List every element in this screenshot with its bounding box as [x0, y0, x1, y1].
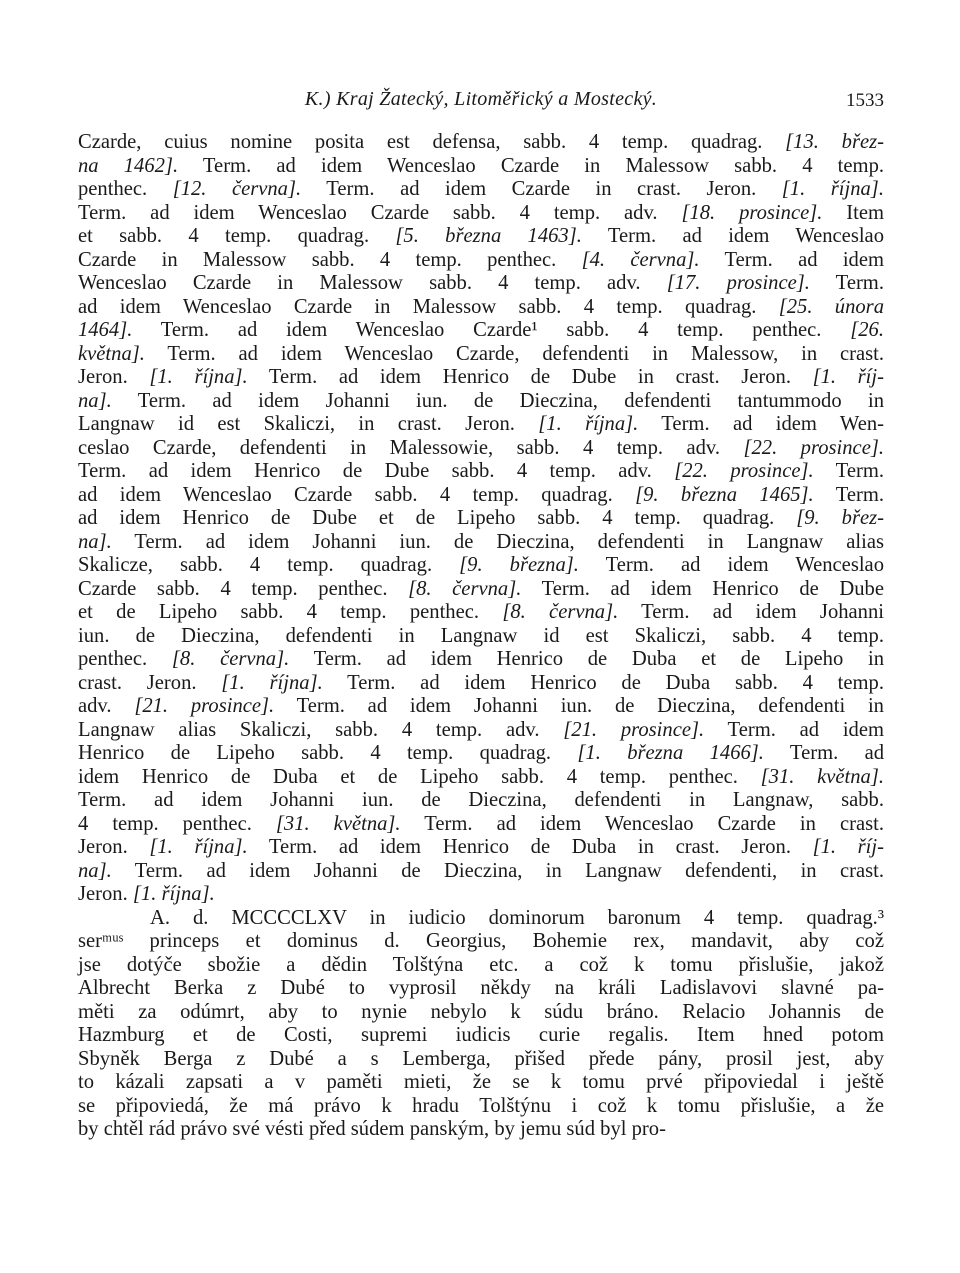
italic-date-note: [9. března 1465]. [635, 483, 814, 506]
text-run: Term. ad idem Johanni de Dieczina, in Langnaw defendenti, in crast. [111, 859, 884, 882]
text-line [78, 601, 884, 625]
text-run: Henrico de Lipeho sabb. 4 temp. quadrag. [78, 742, 578, 764]
text-run: Term. ad idem Johanni iun. de Dieczina, defendenti in Langnaw, sabb. [78, 789, 884, 811]
text-run: Term. ad idem Henrico de Dube sabb. 4 temp. adv. [78, 460, 675, 482]
italic-date-note: na]. [78, 530, 112, 553]
paragraph-terms [78, 131, 884, 907]
text-run: Term. ad idem Johanni iun. de Dieczina, defendenti in Langnaw alias [111, 530, 884, 553]
italic-date-note: [1. říj- [812, 836, 884, 858]
italic-date-note: [4. června]. [581, 248, 700, 271]
italic-date-note: na 1462]. [78, 154, 179, 177]
text-run: Jeron. [78, 883, 133, 905]
text-run: to kázali zapsati a v paměti mieti, že se k tomu prvé připoviedal i ještě [78, 1071, 884, 1093]
text-run: ad idem Wenceslao Czarde in Malessow sabb. 4 temp. quadrag. [78, 295, 779, 318]
text-line [78, 460, 884, 484]
text-run: Hazmburg et de Costi, supremi iudicis curie regalis. Item hned potom [78, 1024, 884, 1046]
text-run: Term. ad idem Wenceslao Czarde sabb. 4 temp. adv. [78, 201, 682, 224]
text-line [78, 131, 884, 155]
text-line [78, 954, 884, 978]
italic-date-note: [1. října]. [221, 671, 323, 694]
italic-date-note: [1. října]. [149, 836, 248, 858]
text-line [78, 1048, 884, 1072]
italic-date-note: [1. říj- [812, 366, 884, 388]
page-number: 1533 [846, 90, 884, 111]
text-line [78, 695, 884, 719]
italic-date-note: [8. června]. [502, 601, 619, 623]
text-run: Term. ad idem Johanni iun. de Dieczina, defendenti in [274, 695, 884, 717]
text-run: Term. ad idem Wenceslao [578, 554, 884, 576]
text-run: idem Henrico de Duba et de Lipeho sabb. 4 temp. penthec. [78, 765, 761, 788]
text-run: Langnaw alias Skaliczi, sabb. 4 temp. adv. [78, 718, 564, 741]
italic-date-note: [5. března 1463]. [395, 225, 582, 247]
text-run: Czarde sabb. 4 temp. penthec. [78, 577, 409, 600]
text-run: iun. de Dieczina, defendenti in Langnaw id est Skaliczi, sabb. 4 temp. [78, 624, 884, 647]
italic-date-note: [9. břez- [796, 507, 884, 529]
text-run: jse dotýče sbožie a dědin Tolštýna etc. a což k tomu přislušie, jakož [78, 953, 884, 976]
text-line [78, 178, 884, 202]
text-line [78, 883, 884, 907]
text-line [78, 413, 884, 437]
italic-date-note: [1. října]. [538, 413, 639, 435]
text-line [78, 1024, 884, 1048]
text-line [78, 766, 884, 790]
text-run: Term. ad idem Johanni [618, 601, 884, 623]
text-line [78, 977, 884, 1001]
italic-date-note: [21. prosince]. [563, 718, 705, 741]
text-line [78, 1071, 884, 1095]
text-run: Term. ad idem Henrico de Duba sabb. 4 temp. [322, 671, 884, 694]
text-line [78, 272, 884, 296]
paragraph-decree [78, 907, 884, 1142]
italic-date-note: [13. břez- [785, 131, 884, 153]
text-run: Albrecht Berka z Dubé to vyprosil někdy na králi Ladislavovi slavné pa- [78, 977, 884, 999]
text-run: Term. ad idem Henrico de Dube [521, 577, 884, 600]
italic-date-note: [31. května]. [275, 812, 401, 835]
text-line [78, 366, 884, 390]
italic-date-note: [18. prosince]. [681, 201, 823, 224]
text-run: Term. ad idem Wenceslao [581, 225, 884, 247]
text-run: Item [822, 201, 884, 224]
italic-date-note: [8. června]. [408, 577, 522, 600]
text-line [78, 672, 884, 696]
text-line [78, 1118, 884, 1142]
text-line [78, 507, 884, 531]
text-run: Term. ad idem Johanni iun. de Dieczina, defendenti tantummodo in [111, 389, 884, 412]
text-run: Term. [813, 460, 884, 482]
italic-date-note: května]. [78, 342, 145, 365]
text-run: se připoviedá, že má právo k hradu Tolštýnu i což k tomu přislušie, a že [78, 1094, 884, 1117]
text-run: Wenceslao Czarde in Malessow sabb. 4 temp. adv. [78, 272, 667, 294]
italic-date-note: na]. [78, 389, 112, 412]
text-line [78, 625, 884, 649]
italic-date-note: 1464]. [78, 319, 133, 341]
text-line [78, 578, 884, 602]
italic-date-note: [1. října]. [132, 883, 215, 905]
italic-date-note: [12. června]. [172, 178, 302, 200]
text-run: Term. [809, 272, 884, 294]
text-line [78, 789, 884, 813]
text-line [78, 437, 884, 461]
text-run: crast. Jeron. [78, 671, 222, 694]
text-run: měti za odúmrt, aby to nynie nebylo k súdu bráno. Relacio Johannis de [78, 1000, 884, 1023]
text-line [78, 648, 884, 672]
text-line [78, 343, 884, 367]
text-line [78, 155, 884, 179]
text-line [78, 719, 884, 743]
text-run: Term. ad [763, 742, 885, 764]
text-run: Term. ad idem Czarde in crast. Jeron. [301, 178, 782, 200]
text-line [78, 296, 884, 320]
text-line [78, 907, 884, 931]
text-line [78, 249, 884, 273]
text-line [78, 930, 884, 954]
text-run: Term. ad idem [699, 248, 884, 271]
text-line [78, 836, 884, 860]
running-head [78, 88, 884, 118]
italic-date-note: [1. října]. [149, 366, 248, 388]
text-line [78, 1001, 884, 1025]
text-run: Term. ad idem [704, 718, 885, 741]
text-run: adv. [78, 695, 135, 717]
text-run: ad idem Henrico de Dube et de Lipeho sabb. 4 temp. quadrag. [78, 507, 797, 529]
text-line [78, 1095, 884, 1119]
body-text [78, 131, 884, 1142]
text-run: Term. ad idem Henrico de Duba in crast. Jeron. [247, 836, 813, 858]
text-line [78, 554, 884, 578]
text-line [78, 742, 884, 766]
italic-date-note: [21. prosince]. [134, 695, 275, 717]
text-run: Term. ad idem Wenceslao Czarde in crast. [400, 812, 884, 835]
text-run: Jeron. [78, 836, 150, 858]
text-run: Term. ad idem Henrico de Dube in crast. Jeron. [247, 366, 813, 388]
text-run: Czarde, cuius nomine posita est defensa, sabb. 4 temp. quadrag. [78, 131, 786, 153]
text-line [78, 813, 884, 837]
text-line [78, 860, 884, 884]
text-line [78, 484, 884, 508]
text-run: penthec. [78, 648, 172, 670]
text-line [78, 390, 884, 414]
italic-date-note: [22. prosince]. [743, 436, 884, 459]
text-run: 4 temp. penthec. [78, 812, 276, 835]
text-run: A. d. MCCCCLXV in iudicio dominorum baronum 4 temp. quadrag.³ [150, 906, 884, 929]
text-line [78, 319, 884, 343]
text-run: Jeron. [78, 366, 150, 388]
italic-date-note: [8. června]. [171, 648, 290, 670]
italic-date-note: [25. února [778, 295, 884, 318]
italic-date-note: [31. května]. [760, 765, 885, 788]
text-line [78, 225, 884, 249]
italic-date-note: [1. října]. [781, 178, 884, 200]
text-run: Term. ad idem Wenceslao Czarde, defendenti in Malessow, in crast. [144, 342, 884, 365]
text-run: et de Lipeho sabb. 4 temp. penthec. [78, 601, 503, 623]
text-run: Czarde in Malessow sabb. 4 temp. penthec. [78, 248, 582, 271]
text-line [78, 531, 884, 555]
text-run: Term. ad idem Wenceslao Czarde in Malessow sabb. 4 temp. [178, 154, 885, 177]
italic-date-note: [22. prosince]. [674, 460, 814, 482]
text-run: Term. ad idem Wen- [638, 413, 884, 435]
text-run: Sbyněk Berga z Dubé a s Lemberga, přišed přede pány, prosil jest, aby [78, 1047, 884, 1070]
italic-date-note: [26. [850, 319, 884, 341]
text-run: serᵐᵘˢ princeps et dominus d. Georgius, Bohemie rex, mandavit, aby což [78, 930, 884, 952]
italic-date-note: [17. prosince]. [666, 272, 810, 294]
text-run: Skalicze, sabb. 4 temp. quadrag. [78, 554, 460, 576]
italic-date-note: na]. [78, 859, 112, 882]
text-run: et sabb. 4 temp. quadrag. [78, 225, 396, 247]
text-run: Term. ad idem Wenceslao Czarde¹ sabb. 4 temp. penthec. [132, 319, 851, 341]
italic-date-note: [9. března]. [459, 554, 579, 576]
text-run: by chtěl rád právo své vésti před súdem panským, by jemu súd byl pro- [78, 1118, 666, 1140]
text-run: ceslao Czarde, defendenti in Malessowie, sabb. 4 temp. adv. [78, 436, 744, 459]
text-run: Term. ad idem Henrico de Duba et de Lipeho in [289, 648, 884, 670]
running-title: K.) Kraj Žatecký, Litoměřický a Mostecký. [304, 88, 658, 110]
text-run: ad idem Wenceslao Czarde sabb. 4 temp. quadrag. [78, 483, 636, 506]
text-run: Term. [813, 483, 884, 506]
text-run: penthec. [78, 178, 173, 200]
italic-date-note: [1. března 1466]. [577, 742, 764, 764]
text-run: Langnaw id est Skaliczi, in crast. Jeron. [78, 413, 539, 435]
text-line [78, 202, 884, 226]
